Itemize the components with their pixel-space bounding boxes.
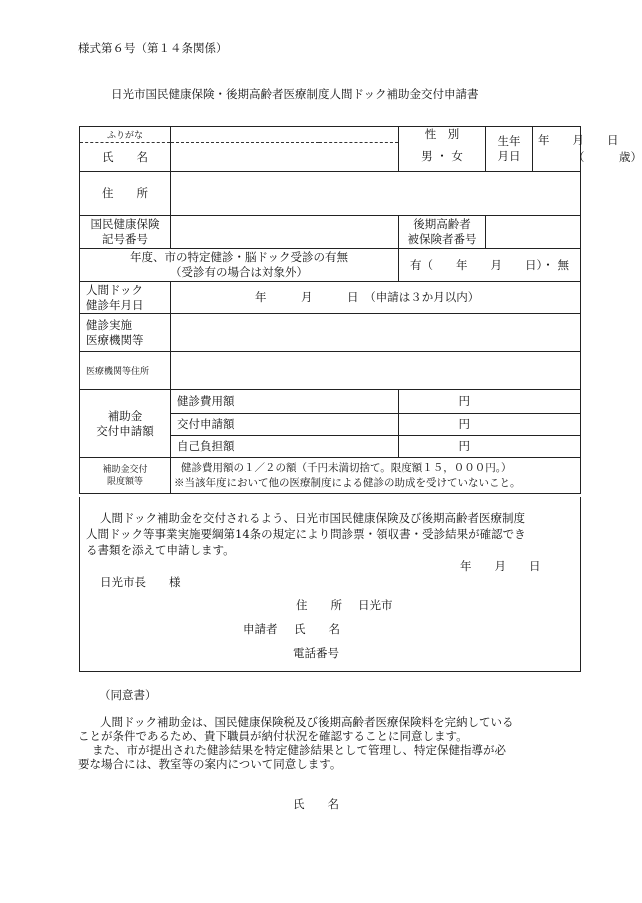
birth-date-field[interactable] bbox=[533, 127, 642, 172]
elderly-label-2: 被保険者番号 bbox=[407, 232, 477, 246]
nhi-number-field[interactable] bbox=[171, 216, 399, 249]
statement-line-2: 人間ドック等事業実施要綱第14条の規定により問診票・領収書・受診結果が確認でき bbox=[86, 527, 526, 541]
elderly-number-field[interactable] bbox=[486, 216, 581, 249]
birth-date-line: 年 月 日 bbox=[538, 133, 619, 147]
institution-label-1: 健診実施 bbox=[86, 317, 132, 332]
institution-label-2: 医療機関等 bbox=[86, 332, 144, 347]
institution-label-cell bbox=[80, 314, 171, 352]
form-number: 様式第６号（第１４条関係） bbox=[78, 41, 228, 55]
consent-p2-line1: また、市が提出された健診結果を特定健診結果として管理し、特定保健指導が必 bbox=[92, 743, 506, 757]
limit-text-cell bbox=[171, 458, 581, 494]
consent-p2-line2: 要な場合には、教室等の案内について同意します。 bbox=[78, 757, 342, 771]
checkup-question-cell bbox=[80, 249, 399, 282]
limit-label-2: 限度額等 bbox=[106, 476, 143, 487]
dock-date-label-cell bbox=[80, 282, 171, 314]
institution-address-field[interactable] bbox=[171, 352, 581, 390]
subsidy-request-unit: 円 bbox=[458, 417, 470, 431]
subsidy-request-label: 交付申請額 bbox=[177, 417, 235, 431]
checkup-answer: 有（ 年 月 日）・ 無 bbox=[410, 257, 569, 272]
exam-cost-unit: 円 bbox=[458, 394, 470, 408]
institution-address-label-cell bbox=[80, 352, 171, 390]
dock-date-label-2: 健診年月日 bbox=[86, 297, 144, 312]
limit-label-1: 補助金交付 bbox=[102, 464, 148, 475]
elderly-label-1: 後期高齢者 bbox=[413, 217, 471, 231]
sex-label-cell bbox=[399, 127, 486, 143]
applicant-name-label: 氏 名 bbox=[294, 622, 340, 636]
applicant-address-label: 住 所 bbox=[296, 598, 342, 612]
furigana-field[interactable] bbox=[171, 127, 399, 143]
name-label: 氏 名 bbox=[102, 149, 148, 164]
amount-row-label bbox=[171, 390, 399, 414]
sex-options-text: 男 ・ 女 bbox=[421, 149, 463, 164]
institution-field[interactable] bbox=[171, 314, 581, 352]
consent-signature-label: 氏 名 bbox=[293, 797, 339, 811]
furigana-label: ふりがな bbox=[106, 131, 143, 142]
address-label-cell bbox=[80, 172, 171, 216]
limit-text-2: ※当該年度において他の医療制度による健診の助成を受けていないこと。 bbox=[174, 476, 521, 489]
consent-p1-line2: ことが条件であるため、貴下職員が納付状況を確認することに同意します。 bbox=[78, 729, 468, 743]
elderly-label-cell bbox=[399, 216, 486, 249]
checkup-answer-field[interactable] bbox=[399, 249, 581, 282]
page-title: 日光市国民健康保険・後期高齢者医療制度人間ドック補助金交付申請書 bbox=[111, 87, 479, 101]
exam-cost-label: 健診費用額 bbox=[177, 394, 235, 408]
self-pay-unit: 円 bbox=[458, 439, 470, 453]
application-date[interactable]: 年 月 日 bbox=[460, 559, 541, 573]
furigana-label-cell bbox=[80, 127, 171, 143]
statement-line-3: る書類を添えて申請します。 bbox=[86, 543, 235, 557]
dock-date-field[interactable] bbox=[171, 282, 581, 314]
subsidy-label-1: 補助金 bbox=[107, 408, 143, 423]
birth-label-2: 月日 bbox=[497, 149, 521, 163]
exam-cost-field[interactable] bbox=[399, 390, 581, 414]
amount-row-label bbox=[171, 414, 399, 436]
limit-text-1: 健診費用額の１／２の額（千円未満切捨て。限度額１５，０００円。） bbox=[181, 461, 512, 474]
name-label-cell bbox=[80, 143, 171, 172]
dock-date-label-1: 人間ドック bbox=[86, 282, 144, 297]
statement-line-1: 人間ドック補助金を交付されるよう、日光市国民健康保険及び後期高齢者医療制度 bbox=[100, 511, 526, 525]
dock-date-value: 年 月 日 （申請は３か月以内） bbox=[255, 290, 480, 304]
applicant-label: 申請者 bbox=[243, 622, 278, 636]
checkup-question-1: 年度、市の特定健診・脳ドック受診の有無 bbox=[129, 250, 349, 264]
address-label: 住 所 bbox=[102, 186, 148, 200]
birth-age-line: （ 歳） bbox=[573, 150, 642, 164]
applicant-phone-label: 電話番号 bbox=[293, 646, 339, 660]
applicant-address-value[interactable]: 日光市 bbox=[358, 598, 393, 612]
institution-address-label: 医療機関等住所 bbox=[86, 367, 150, 377]
birth-label-1: 生年 bbox=[497, 134, 521, 148]
sex-options[interactable] bbox=[399, 143, 486, 172]
consent-heading: （同意書） bbox=[99, 688, 157, 702]
subsidy-label-cell bbox=[80, 390, 171, 458]
consent-p1-line1: 人間ドック補助金は、国民健康保険税及び後期高齢者医療保険料を完納している bbox=[100, 715, 514, 729]
application-form-table bbox=[79, 126, 642, 494]
addressee: 日光市長 様 bbox=[100, 575, 181, 589]
amount-row-label bbox=[171, 436, 399, 458]
checkup-question-2: （受診有の場合は対象外） bbox=[170, 265, 308, 279]
nhi-label-cell bbox=[80, 216, 171, 249]
nhi-label-1: 国民健康保険 bbox=[90, 217, 160, 231]
nhi-label-2: 記号番号 bbox=[102, 232, 148, 246]
address-field[interactable] bbox=[171, 172, 581, 216]
subsidy-label-2: 交付申請額 bbox=[96, 423, 154, 438]
name-field[interactable] bbox=[171, 143, 399, 172]
self-pay-label: 自己負担額 bbox=[177, 439, 235, 453]
birth-label-cell bbox=[486, 127, 533, 172]
limit-label-cell bbox=[80, 458, 171, 494]
self-pay-field[interactable] bbox=[399, 436, 581, 458]
sex-label: 性 別 bbox=[424, 127, 460, 142]
subsidy-request-field[interactable] bbox=[399, 414, 581, 436]
